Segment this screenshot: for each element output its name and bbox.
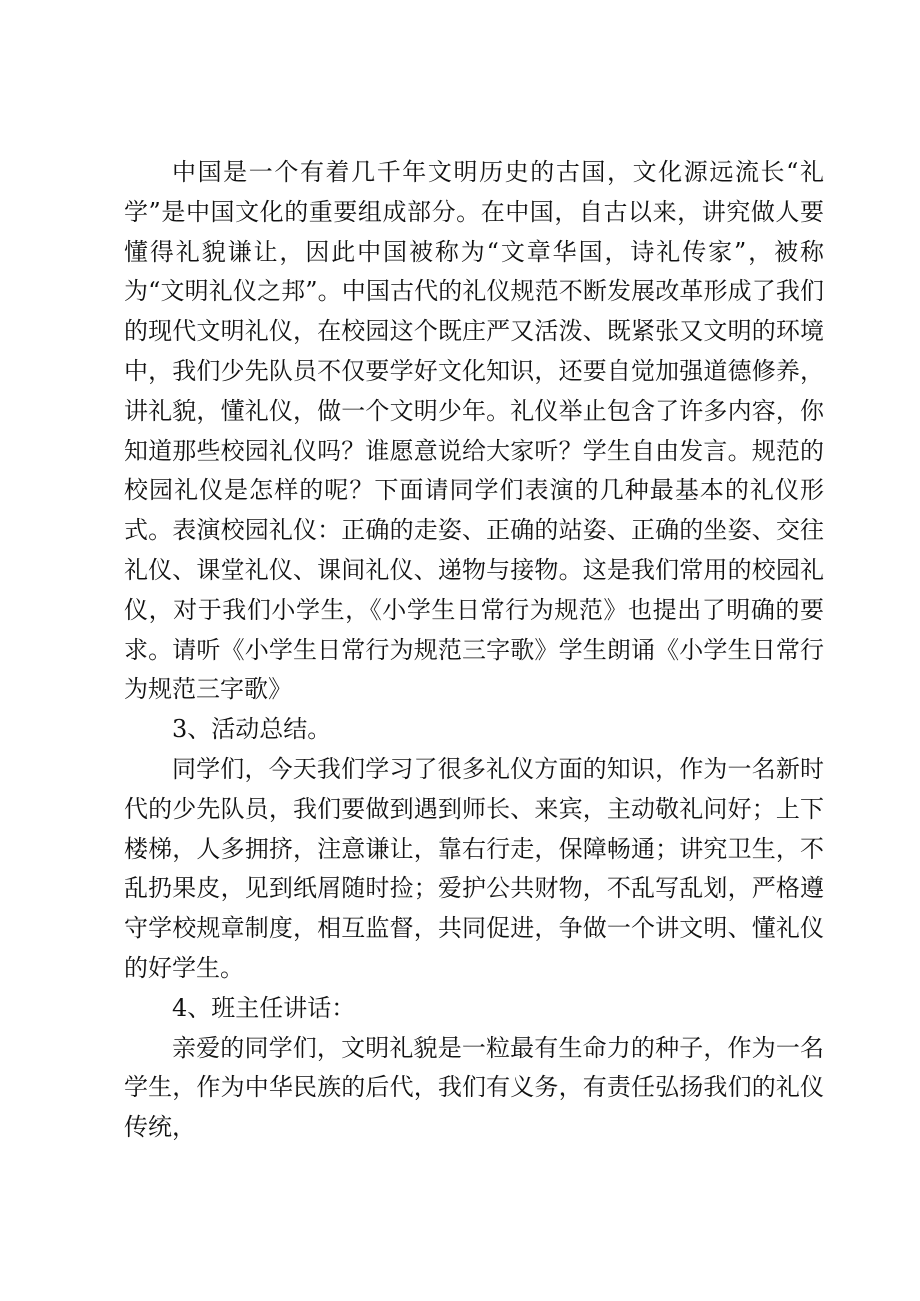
paragraph-teacher-speech: 亲爱的同学们，文明礼貌是一粒最有生命力的种子，作为一名学生，作为中华民族的后代，我们有义务，有责任弘扬我们的礼仪传统， [124, 1033, 824, 1142]
heading-teacher-speech: 4、班主任讲话： [172, 993, 356, 1022]
paragraph-etiquette-intro: 中国是一个有着几千年文明历史的古国，文化源远流长“礼学”是中国文化的重要组成部分。在中国，自古以来，讲究做人要懂得礼貌谦让，因此中国被称为“文章华国，诗礼传家”，被称为“文明礼仪之邦”。中国古代的礼仪规范不断发展改革形成了我们的现代文明礼仪，在校园这个既庄严又活泼、既紧张又文明的环境中，我们少先队员不仅要学好文化知识，还要自觉加强道德修养，讲礼貌，懂礼仪，做一个文明少年。礼仪举止包含了许多内容，你知道那些校园礼仪吗？谁愿意说给大家听？学生自由发言。规范的校园礼仪是怎样的呢？下面请同学们表演的几种最基本的礼仪形式。表演校园礼仪：正确的走姿、正确的站姿、正确的坐姿、交往礼仪、课堂礼仪、课间礼仪、递物与接物。这是我们常用的校园礼仪，对于我们小学生，《小学生日常行为规范》也提出了明确的要求。请听《小学生日常行为规范三字歌》学生朗诵《小学生日常行为规范三字歌》 [124, 158, 824, 704]
paragraph-activity-summary: 同学们，今天我们学习了很多礼仪方面的知识，作为一名新时代的少先队员，我们要做到遇到师长、来宾，主动敬礼问好；上下楼梯，人多拥挤，注意谦让，靠右行走，保障畅通；讲究卫生，不乱扔果皮，见到纸屑随时捡；爱护公共财物，不乱写乱划，严格遵守学校规章制度，相互监督，共同促进，争做一个讲文明、懂礼仪的好学生。 [124, 754, 824, 982]
document-page [124, 153, 824, 1148]
heading-activity-summary: 3、活动总结。 [172, 715, 332, 744]
